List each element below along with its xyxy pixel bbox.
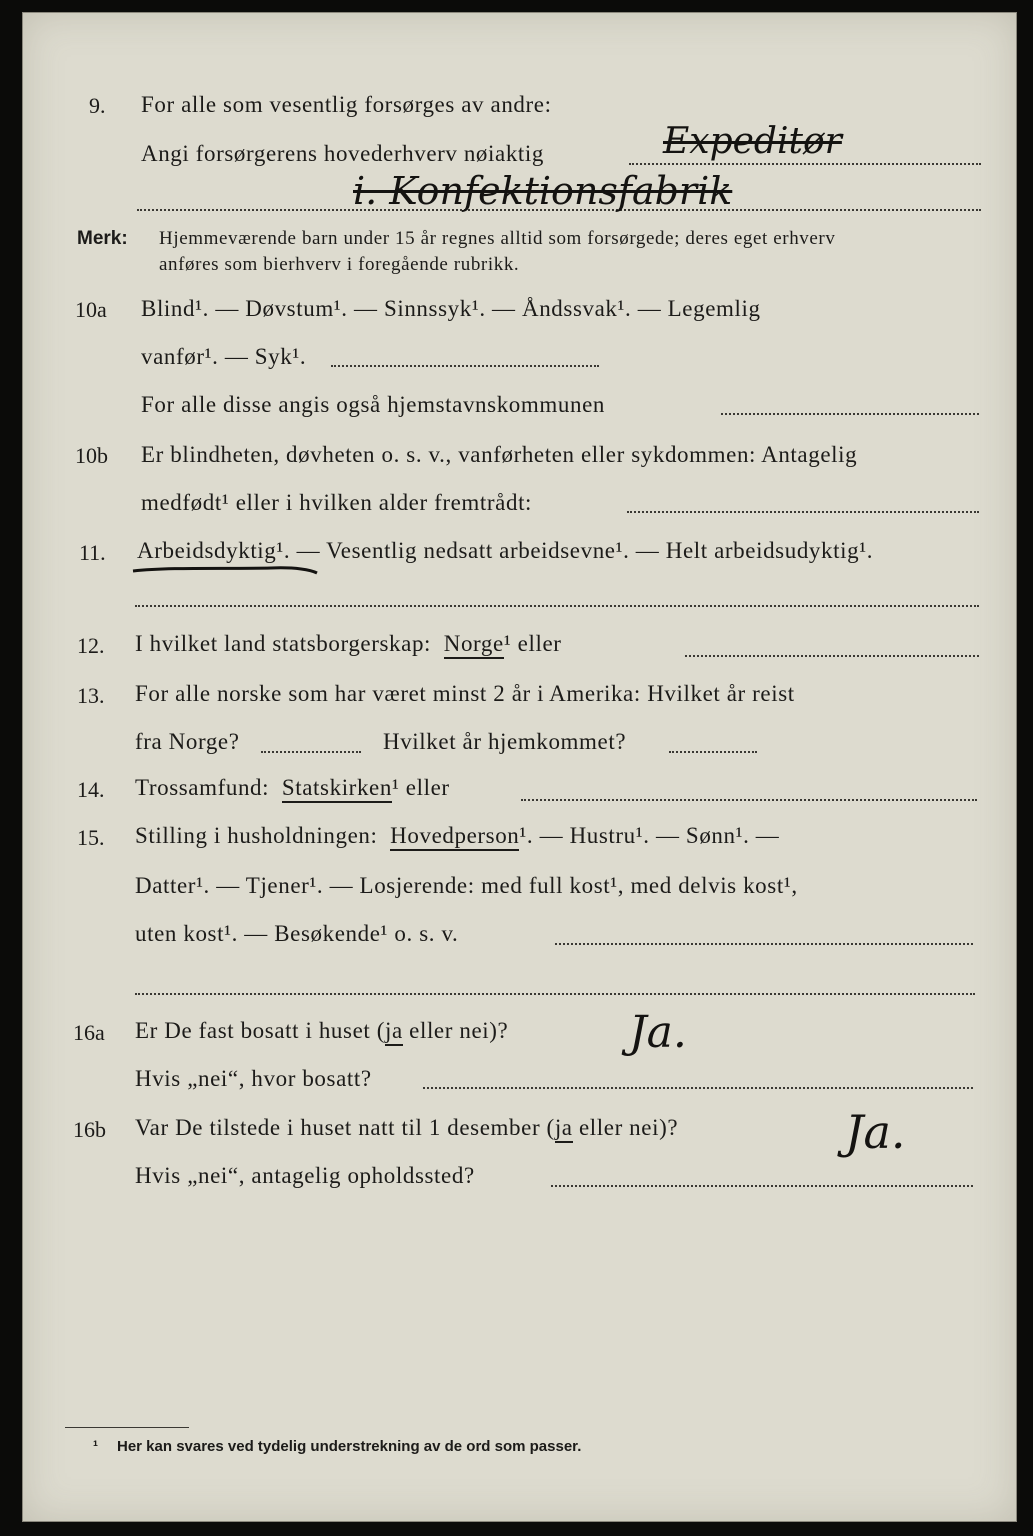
q14-label: Trossamfund: xyxy=(135,775,270,800)
q14-option-statskirken[interactable]: Statskirken xyxy=(282,775,392,803)
q13-year-returned-line xyxy=(669,751,757,753)
q12-label: I hvilket land statsborgerskap: xyxy=(135,631,432,656)
q13-line2b: Hvilket år hjemkommet? xyxy=(383,729,627,754)
q10b-number: 10b xyxy=(75,443,108,468)
q15-answer-line xyxy=(555,943,973,945)
q16b-line2: Hvis „nei“, antagelig opholdssted? xyxy=(135,1163,475,1188)
q13-number: 13. xyxy=(77,683,105,708)
footnote-rule xyxy=(65,1427,189,1428)
q16a-option-ja[interactable]: ja xyxy=(385,1018,403,1046)
q11-rest: ¹. — Vesentlig nedsatt arbeidsevne¹. — Helt arbeidsudyktig¹. xyxy=(276,538,874,563)
q16b-handwritten-answer: Ja. xyxy=(845,1105,906,1159)
q12-number: 12. xyxy=(77,633,105,658)
q13-line1: For alle norske som har været minst 2 år i Amerika: Hvilket år reist xyxy=(135,681,795,706)
q15-number: 15. xyxy=(77,825,105,850)
q10a-answer-line xyxy=(331,365,599,367)
q9-line2: Angi forsørgerens hovederhverv nøiaktig xyxy=(141,141,545,166)
census-form-page xyxy=(22,12,1017,1522)
q13-line2a: fra Norge? xyxy=(135,729,240,754)
q13-year-left-line xyxy=(261,751,361,753)
q16a-line2: Hvis „nei“, hvor bosatt? xyxy=(135,1066,372,1091)
q11-answer-line xyxy=(135,605,979,607)
q10a-home-answer-line xyxy=(721,413,979,415)
q15-answer-line2 xyxy=(135,993,975,995)
q16a-number: 16a xyxy=(73,1020,105,1045)
q16a-handwritten-answer: Ja. xyxy=(629,1007,687,1058)
q16b-answer-line xyxy=(551,1185,973,1187)
q11-option-arbeidsdyktig[interactable]: Arbeidsdyktig xyxy=(137,538,277,563)
q15-option-hovedperson[interactable]: Hovedperson xyxy=(390,823,519,851)
q14-post: ¹ eller xyxy=(391,775,450,800)
q12-post: ¹ eller xyxy=(503,631,562,656)
q14-number: 14. xyxy=(77,777,105,802)
q12-option-norge[interactable]: Norge xyxy=(444,631,504,659)
q9-line1: For alle som vesentlig forsørges av andre: xyxy=(141,92,552,117)
q16b-option-ja[interactable]: ja xyxy=(555,1115,573,1143)
q14-answer-line xyxy=(521,799,977,801)
merk-line1: Hjemmeværende barn under 15 år regnes alltid som forsørgede; deres eget erhverv xyxy=(159,228,836,249)
q16b-number: 16b xyxy=(73,1117,106,1142)
footnote-mark: ¹ xyxy=(93,1438,98,1455)
q9-handwritten-answer2: i. Konfektionsfabrik xyxy=(353,169,733,213)
q14-line xyxy=(135,775,450,801)
q9-answer-line1 xyxy=(629,163,981,165)
q10b-answer-line xyxy=(627,511,979,513)
q16a-line1: Er De fast bosatt i huset (ja eller nei)? xyxy=(135,1018,508,1044)
q11-handwritten-underline xyxy=(131,561,321,577)
q9-handwritten-answer1: Expeditør xyxy=(663,121,842,162)
q11-number: 11. xyxy=(79,540,106,565)
q16b-line1: Var De tilstede i huset natt til 1 desember (ja eller nei)? xyxy=(135,1115,678,1141)
q12-line xyxy=(135,631,562,657)
q15-line2: Datter¹. — Tjener¹. — Losjerende: med full kost¹, med delvis kost¹, xyxy=(135,873,798,898)
q10b-line2: medfødt¹ eller i hvilken alder fremtrådt: xyxy=(141,490,533,515)
q15-line1 xyxy=(135,823,779,849)
q16a-answer-line xyxy=(423,1087,973,1089)
q9-number: 9. xyxy=(89,93,106,118)
q10a-number: 10a xyxy=(75,297,107,322)
q10a-line2: vanfør¹. — Syk¹. xyxy=(141,344,307,369)
q15-line3: uten kost¹. — Besøkende¹ o. s. v. xyxy=(135,921,459,946)
merk-line2: anføres som bierhverv i foregående rubrikk. xyxy=(159,254,520,275)
q15-label: Stilling i husholdningen: xyxy=(135,823,378,848)
q10b-line1: Er blindheten, døvheten o. s. v., vanførheten eller sykdommen: Antagelig xyxy=(141,442,858,467)
q12-answer-line xyxy=(685,655,979,657)
q10a-line3: For alle disse angis også hjemstavnskommunen xyxy=(141,392,605,417)
q15-line1-rest: ¹. — Hustru¹. — Sønn¹. — xyxy=(519,823,780,848)
merk-label: Merk: xyxy=(77,228,128,249)
q10a-line1: Blind¹. — Døvstum¹. — Sinnssyk¹. — Åndssvak¹. — Legemlig xyxy=(141,296,761,321)
footnote-text: Her kan svares ved tydelig understrekning av de ord som passer. xyxy=(117,1438,582,1455)
